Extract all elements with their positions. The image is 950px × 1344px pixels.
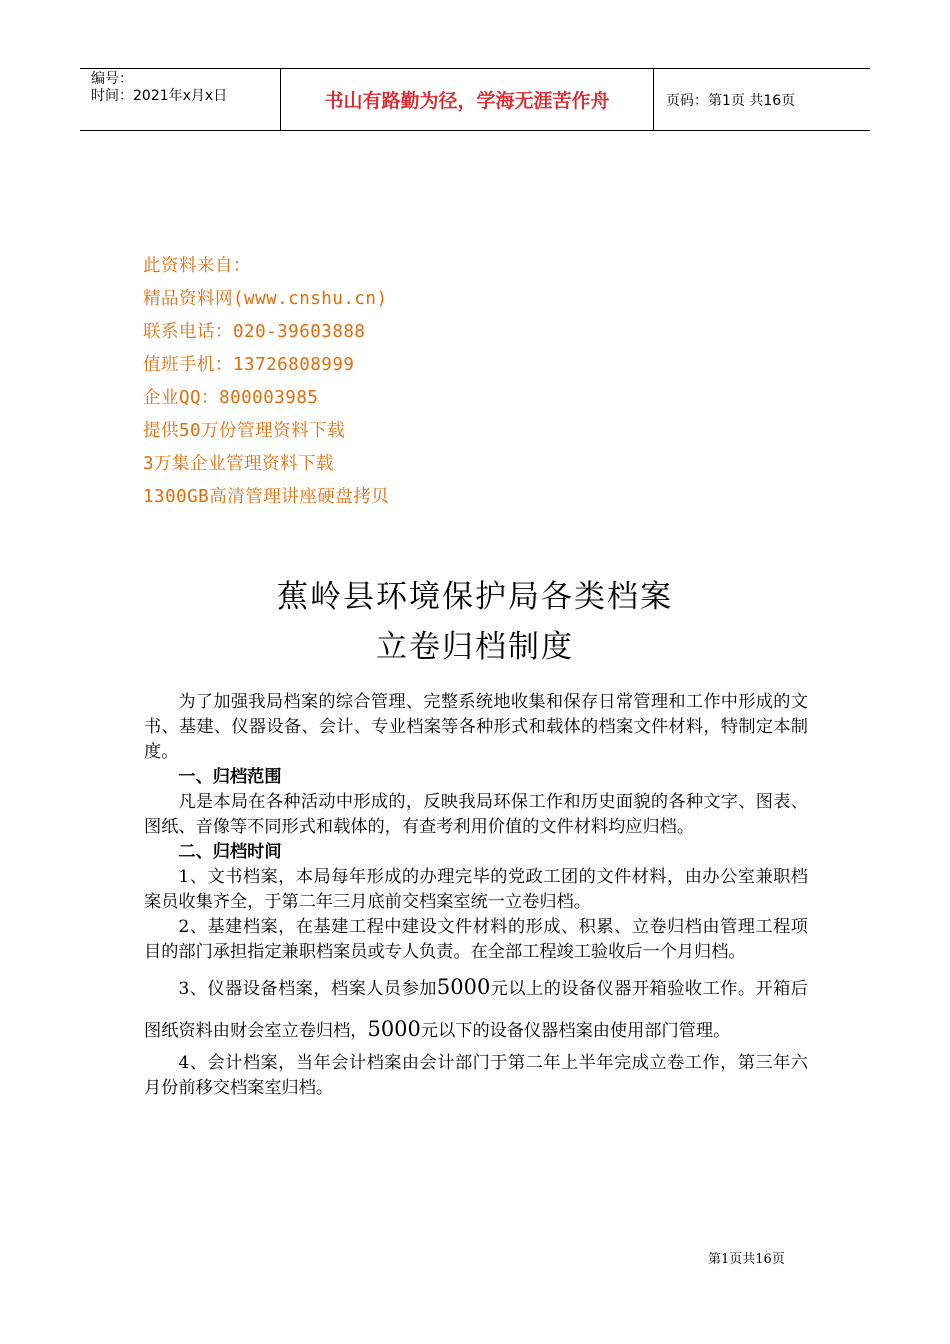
- item3-text: 3、仪器设备档案，档案人员参加: [178, 979, 437, 999]
- item3-amount: 5000: [436, 975, 491, 999]
- intro-paragraph: 为了加强我局档案的综合管理、完整系统地收集和保存日常管理和工作中形成的文书、基建、仪器设备、会计、专业档案等各种形式和载体的档案文件材料，特制定本制度。: [144, 692, 808, 762]
- section-heading: 二、归档时间: [178, 842, 282, 862]
- header-motto: 书山有路勤为径，学海无涯苦作舟: [281, 69, 654, 130]
- item3-text: 元以下的设备仪器档案由使用部门管理。: [420, 1021, 731, 1041]
- source-mobile: 值班手机：13726808999: [143, 355, 355, 375]
- document-body: [144, 690, 808, 1101]
- section-paragraph: 凡是本局在各种活动中形成的，反映我局环保工作和历史面貌的各种文字、图表、图纸、音像等不同形式和载体的，有查考利用价值的文件材料均应归档。: [144, 792, 808, 837]
- source-line: 此资料来自：: [143, 256, 251, 276]
- document-title-line2: 立卷归档制度: [376, 629, 574, 665]
- section-heading: 一、归档范围: [178, 767, 282, 787]
- item-paragraph: [144, 967, 808, 1051]
- page-header: [80, 68, 870, 131]
- item3-text: 元以上的设备仪器开箱验收工作。开箱后图纸资料由财会室立卷归档，: [144, 979, 808, 1041]
- header-meta: [80, 69, 281, 130]
- header-page-info: 页码：第1页 共16页: [666, 92, 796, 109]
- source-phone: 联系电话：020-39603888: [143, 322, 366, 342]
- item3-amount: 5000: [367, 1017, 421, 1041]
- page-footer: 第1页共16页: [708, 1252, 785, 1267]
- time-label: 时间：2021年x月x日: [91, 88, 228, 104]
- source-info: [143, 250, 389, 514]
- source-website: 精品资料网(www.cnshu.cn): [143, 289, 388, 309]
- item-paragraph: 1、文书档案，本局每年形成的办理完毕的党政工团的文件材料，由办公室兼职档案员收集齐全，于第二年三月底前交档案室统一立卷归档。: [144, 867, 808, 912]
- source-qq: 企业QQ：800003985: [143, 388, 319, 408]
- document-title-line1: 蕉岭县环境保护局各类档案: [277, 579, 673, 615]
- item-paragraph: 4、会计档案，当年会计档案由会计部门于第二年上半年完成立卷工作，第三年六月份前移交档案室归档。: [144, 1053, 808, 1098]
- source-line: 提供50万份管理资料下载: [143, 421, 346, 441]
- source-line: 3万集企业管理资料下载: [143, 454, 335, 474]
- source-line: 1300GB高清管理讲座硬盘拷贝: [143, 487, 390, 507]
- item-paragraph: 2、基建档案，在基建工程中建设文件材料的形成、积累、立卷归档由管理工程项目的部门承担指定兼职档案员或专人负责。在全部工程竣工验收后一个月归档。: [144, 917, 808, 962]
- number-label: 编号：: [91, 71, 133, 87]
